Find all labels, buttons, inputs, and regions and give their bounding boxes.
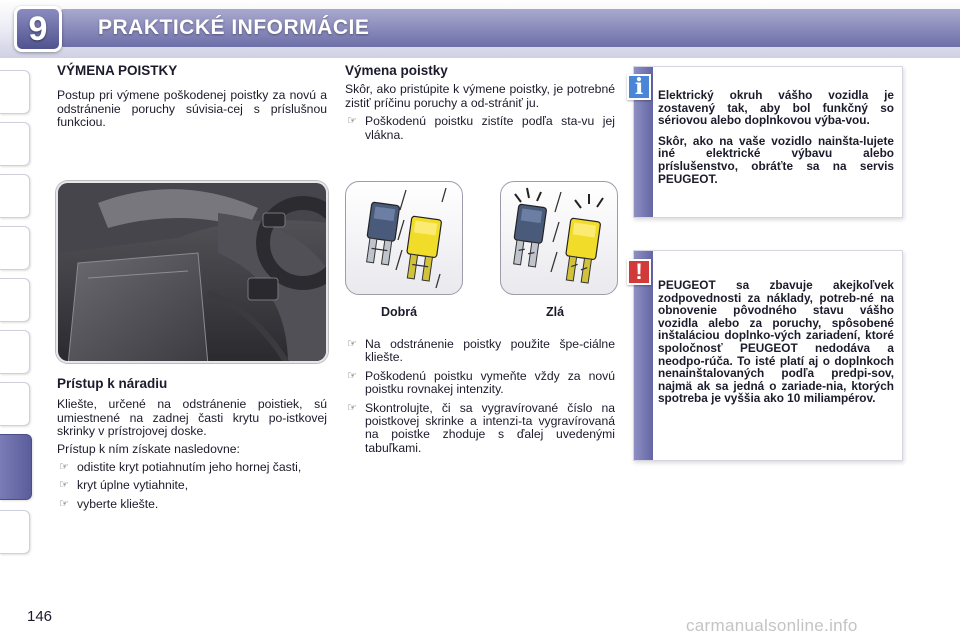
- chapter-tab-active[interactable]: [0, 434, 32, 500]
- info-box-text: Elektrický okruh vášho vozidla je zostavený tak, aby bol funkčný so sériovou alebo doplnkovou výba-vou. Skôr, ako na vaše vozidlo nainšta-lujete iné elektrické výbavu alebo príslušenstvo, obráťte sa na servis PEUGEOT.: [658, 88, 894, 186]
- middle-column-top: [345, 64, 615, 142]
- chapter-tab[interactable]: [0, 70, 30, 114]
- chapter-tab[interactable]: [0, 330, 30, 374]
- chapter-tab[interactable]: [0, 382, 30, 426]
- fuse-good-label: Dobrá: [381, 305, 418, 319]
- warning-box: [633, 250, 903, 461]
- section-heading: VÝMENA POISTKY: [57, 63, 178, 78]
- page-title: PRAKTICKÉ INFORMÁCIE: [98, 16, 370, 39]
- chapter-tab[interactable]: [0, 278, 30, 322]
- pointing-hand-icon: ☞: [59, 479, 69, 492]
- chapter-tab[interactable]: [0, 174, 30, 218]
- left-column-top: [57, 64, 327, 130]
- pointing-hand-icon: ☞: [347, 338, 357, 350]
- tools-paragraph: Kliešte, určené na odstránenie poistiek, sú umiestnené na zadnej časti krytu po-istkovej skrinky v prístrojovej doske.: [57, 397, 327, 439]
- pointing-hand-icon: ☞: [347, 369, 357, 382]
- chapter-tab[interactable]: [0, 226, 30, 270]
- list-item: ☞ Skontrolujte, či sa vygravírované číslo na poistkovej skrinke a intenzi-ta vygravírovaná na poistke zhoduje s ďalej uvedenými tabuľkami.: [347, 400, 615, 455]
- list-item: ☞ kryt úplne vytiahnite,: [59, 478, 189, 493]
- fuse-bad-diagram: [500, 181, 618, 295]
- section-heading: Výmena poistky: [345, 63, 448, 78]
- intro-paragraph: Postup pri výmene poškodenej poistky za novú a odstránenie poruchy súvisia-cej s príslušnou funkciou.: [57, 88, 327, 130]
- watermark: carmanualsonline.info: [686, 616, 858, 635]
- chapter-badge[interactable]: 9: [14, 6, 62, 52]
- pointing-hand-icon: ☞: [59, 497, 69, 510]
- info-icon: i: [627, 74, 651, 100]
- left-column-bottom: [57, 377, 327, 511]
- fuse-good-diagram: [345, 181, 463, 295]
- pointing-hand-icon: ☞: [59, 461, 69, 474]
- info-box: [633, 66, 903, 218]
- intro-paragraph: Skôr, ako pristúpite k výmene poistky, je potrebné zistiť príčinu poruchy a od-strániť ju.: [345, 82, 615, 110]
- pointing-hand-icon: ☞: [347, 115, 357, 128]
- list-item: ☞ Poškodenú poistku zistíte podľa sta-vu jej vlákna.: [347, 114, 615, 142]
- chapter-tab[interactable]: [0, 122, 30, 166]
- list-item: ☞ odistite kryt potiahnutím jeho hornej časti,: [59, 460, 302, 475]
- list-item: ☞ Poškodenú poistku vymeňte vždy za novú poistku rovnakej intenzity.: [347, 368, 615, 397]
- chapter-tab[interactable]: [0, 510, 30, 554]
- access-paragraph: Prístup k ním získate nasledovne:: [57, 441, 240, 456]
- dashboard-illustration: [58, 183, 328, 363]
- list-item: ☞ Na odstránenie poistky použite špe-ciálne kliešte.: [347, 337, 615, 365]
- fuse-box-photo: [56, 181, 328, 363]
- page-number: 146: [27, 608, 53, 625]
- middle-column-bottom: [345, 338, 615, 455]
- fuse-bad-label: Zlá: [546, 305, 565, 319]
- warning-icon: !: [627, 259, 651, 285]
- fuse-good-illustration: [346, 182, 463, 295]
- warning-box-text: PEUGEOT sa zbavuje akejkoľvek zodpovednosti za náklady, potreb-né na obnovenie pôvodného stavu vášho vozidla alebo za poruchy, spôsobené inštaláciou doplnko-vých zariadení, ktoré spoločnosť PEUGEOT nedodáva a neodpo-rúča. To isté platí aj o doplnkoch nenainštalovaných podľa predpi-sov, najmä ak sa jedná o zariade-nia, ktorých spotreba je vyššia ako 10 miliampérov.: [658, 278, 894, 406]
- pointing-hand-icon: ☞: [347, 401, 357, 414]
- tools-heading: Prístup k náradiu: [57, 376, 168, 391]
- chapter-tabs: [0, 70, 34, 580]
- fuse-bad-illustration: [501, 182, 618, 295]
- list-item: ☞ vyberte kliešte.: [59, 496, 159, 511]
